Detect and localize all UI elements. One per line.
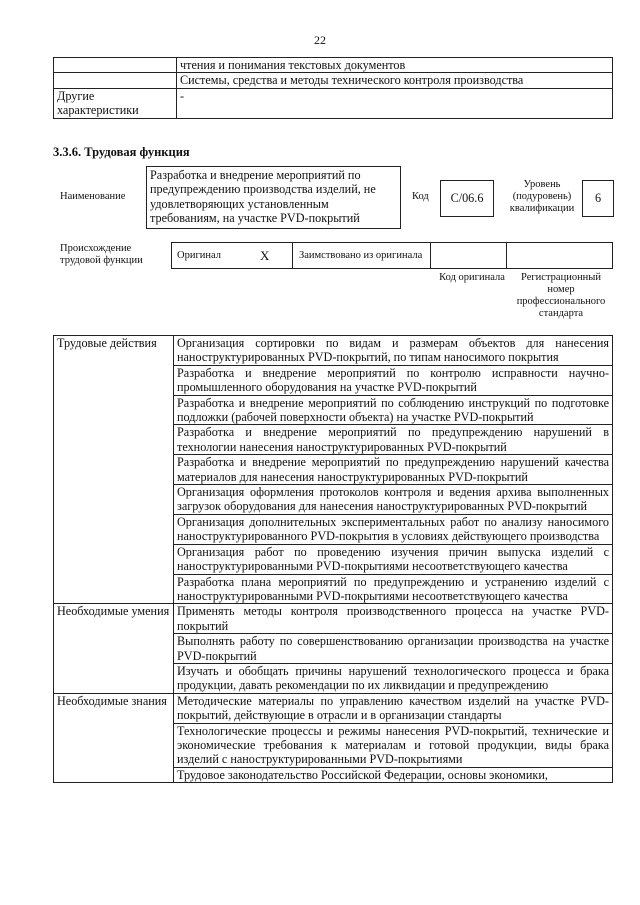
section-label: Необходимые умения (54, 604, 174, 693)
borrowed-label: Заимствовано из оригинала (299, 250, 423, 261)
code-original-caption: Код оригинала (439, 272, 505, 283)
section-item: Методические материалы по управлению качеством изделий на участке PVD-покрытий, действующие в отрасли и в организации стандарты (174, 693, 613, 723)
origin-divider (430, 243, 431, 268)
section-item: Разработка и внедрение мероприятий по контролю исправности научно-промышленного оборудования на участке PVD-покрытий (174, 365, 613, 395)
origin-row (171, 242, 613, 269)
page-number: 22 (314, 33, 326, 47)
section-item: Разработка плана мероприятий по предупреждению и устранению изделий с наноструктурированными PVD-покрытиями несоответствующего качества (174, 574, 613, 604)
section-item: Технологические процессы и режимы нанесения PVD-покрытий, технические и экономические требования к материалам и готовой продукции, виды брака изделий с наноструктурированными PVD-покрытиями (174, 723, 613, 767)
origin-divider (506, 243, 507, 268)
origin-label: Происхождение трудовой функции (60, 243, 143, 266)
level-value-box: 6 (582, 180, 614, 217)
row-label (54, 58, 177, 73)
section-label: Необходимые знания (54, 693, 174, 782)
section-item: Изучать и обобщать причины нарушений технологического процесса и брака продукции, давать рекомендации по их ликвидации и предупреждению (174, 663, 613, 693)
function-name-box: Разработка и внедрение мероприятий по предупреждению производства изделий, не удовлетворяющих установленным требованиям, на участке PVD-покрытий (146, 166, 401, 229)
section-item: Организация дополнительных экспериментальных работ по анализу наносимого наноструктурированного PVD-покрытия в условиях действующего производства (174, 514, 613, 544)
section-item: Разработка и внедрение мероприятий по предупреждению нарушений качества материалов для нанесения наноструктурированных PVD-покрытий (174, 455, 613, 485)
original-mark: X (260, 248, 270, 263)
table-row (54, 604, 613, 634)
section-label: Трудовые действия (54, 336, 174, 604)
level-label: Уровень (подуровень) квалификации (509, 179, 575, 214)
row-text: Системы, средства и методы технического контроля производства (177, 73, 613, 88)
section-item: Организация сортировки по видам и размерам объектов для нанесения наноструктурированных PVD-покрытий, по типам наносимого покрытия (174, 336, 613, 366)
table-row (54, 336, 613, 366)
row-label (54, 73, 177, 88)
table-row (54, 88, 613, 118)
section-item: Организация оформления протоколов контроля и ведения архива выполненных загрузок оборудования для нанесения наноструктурированных PVD-покрытий (174, 485, 613, 515)
section-item: Трудовое законодательство Российской Федерации, основы экономики, (174, 767, 613, 782)
name-label: Наименование (60, 191, 126, 202)
function-code-box: С/06.6 (440, 180, 494, 217)
table-row (54, 693, 613, 723)
table-row (54, 73, 613, 88)
section-item: Разработка и внедрение мероприятий по предупреждению нарушений в технологии нанесения наноструктурированных PVD-покрытий (174, 425, 613, 455)
section-title: 3.3.6. Трудовая функция (53, 145, 190, 159)
row-label: Другие характеристики (54, 88, 177, 118)
section-item: Применять методы контроля производственного процесса на участке PVD-покрытий (174, 604, 613, 634)
origin-divider (292, 243, 293, 268)
reg-number-caption: Регистрационный номер профессионального стандарта (516, 272, 606, 319)
main-table (53, 335, 613, 783)
section-item: Организация работ по проведению изучения причин выпуска изделий с наноструктурированными PVD-покрытиями несоответствующего качества (174, 544, 613, 574)
row-text: - (177, 88, 613, 118)
table-row (54, 58, 613, 73)
section-item: Разработка и внедрение мероприятий по соблюдению инструкций по подготовке подложки (рабочей поверхности объекта) на участке PVD-покрытий (174, 395, 613, 425)
original-label: Оригинал (177, 250, 221, 261)
section-item: Выполнять работу по совершенствованию организации производства на участке PVD-покрытий (174, 634, 613, 664)
top-table (53, 57, 613, 119)
code-label: Код (412, 191, 429, 202)
row-text: чтения и понимания текстовых документов (177, 58, 613, 73)
